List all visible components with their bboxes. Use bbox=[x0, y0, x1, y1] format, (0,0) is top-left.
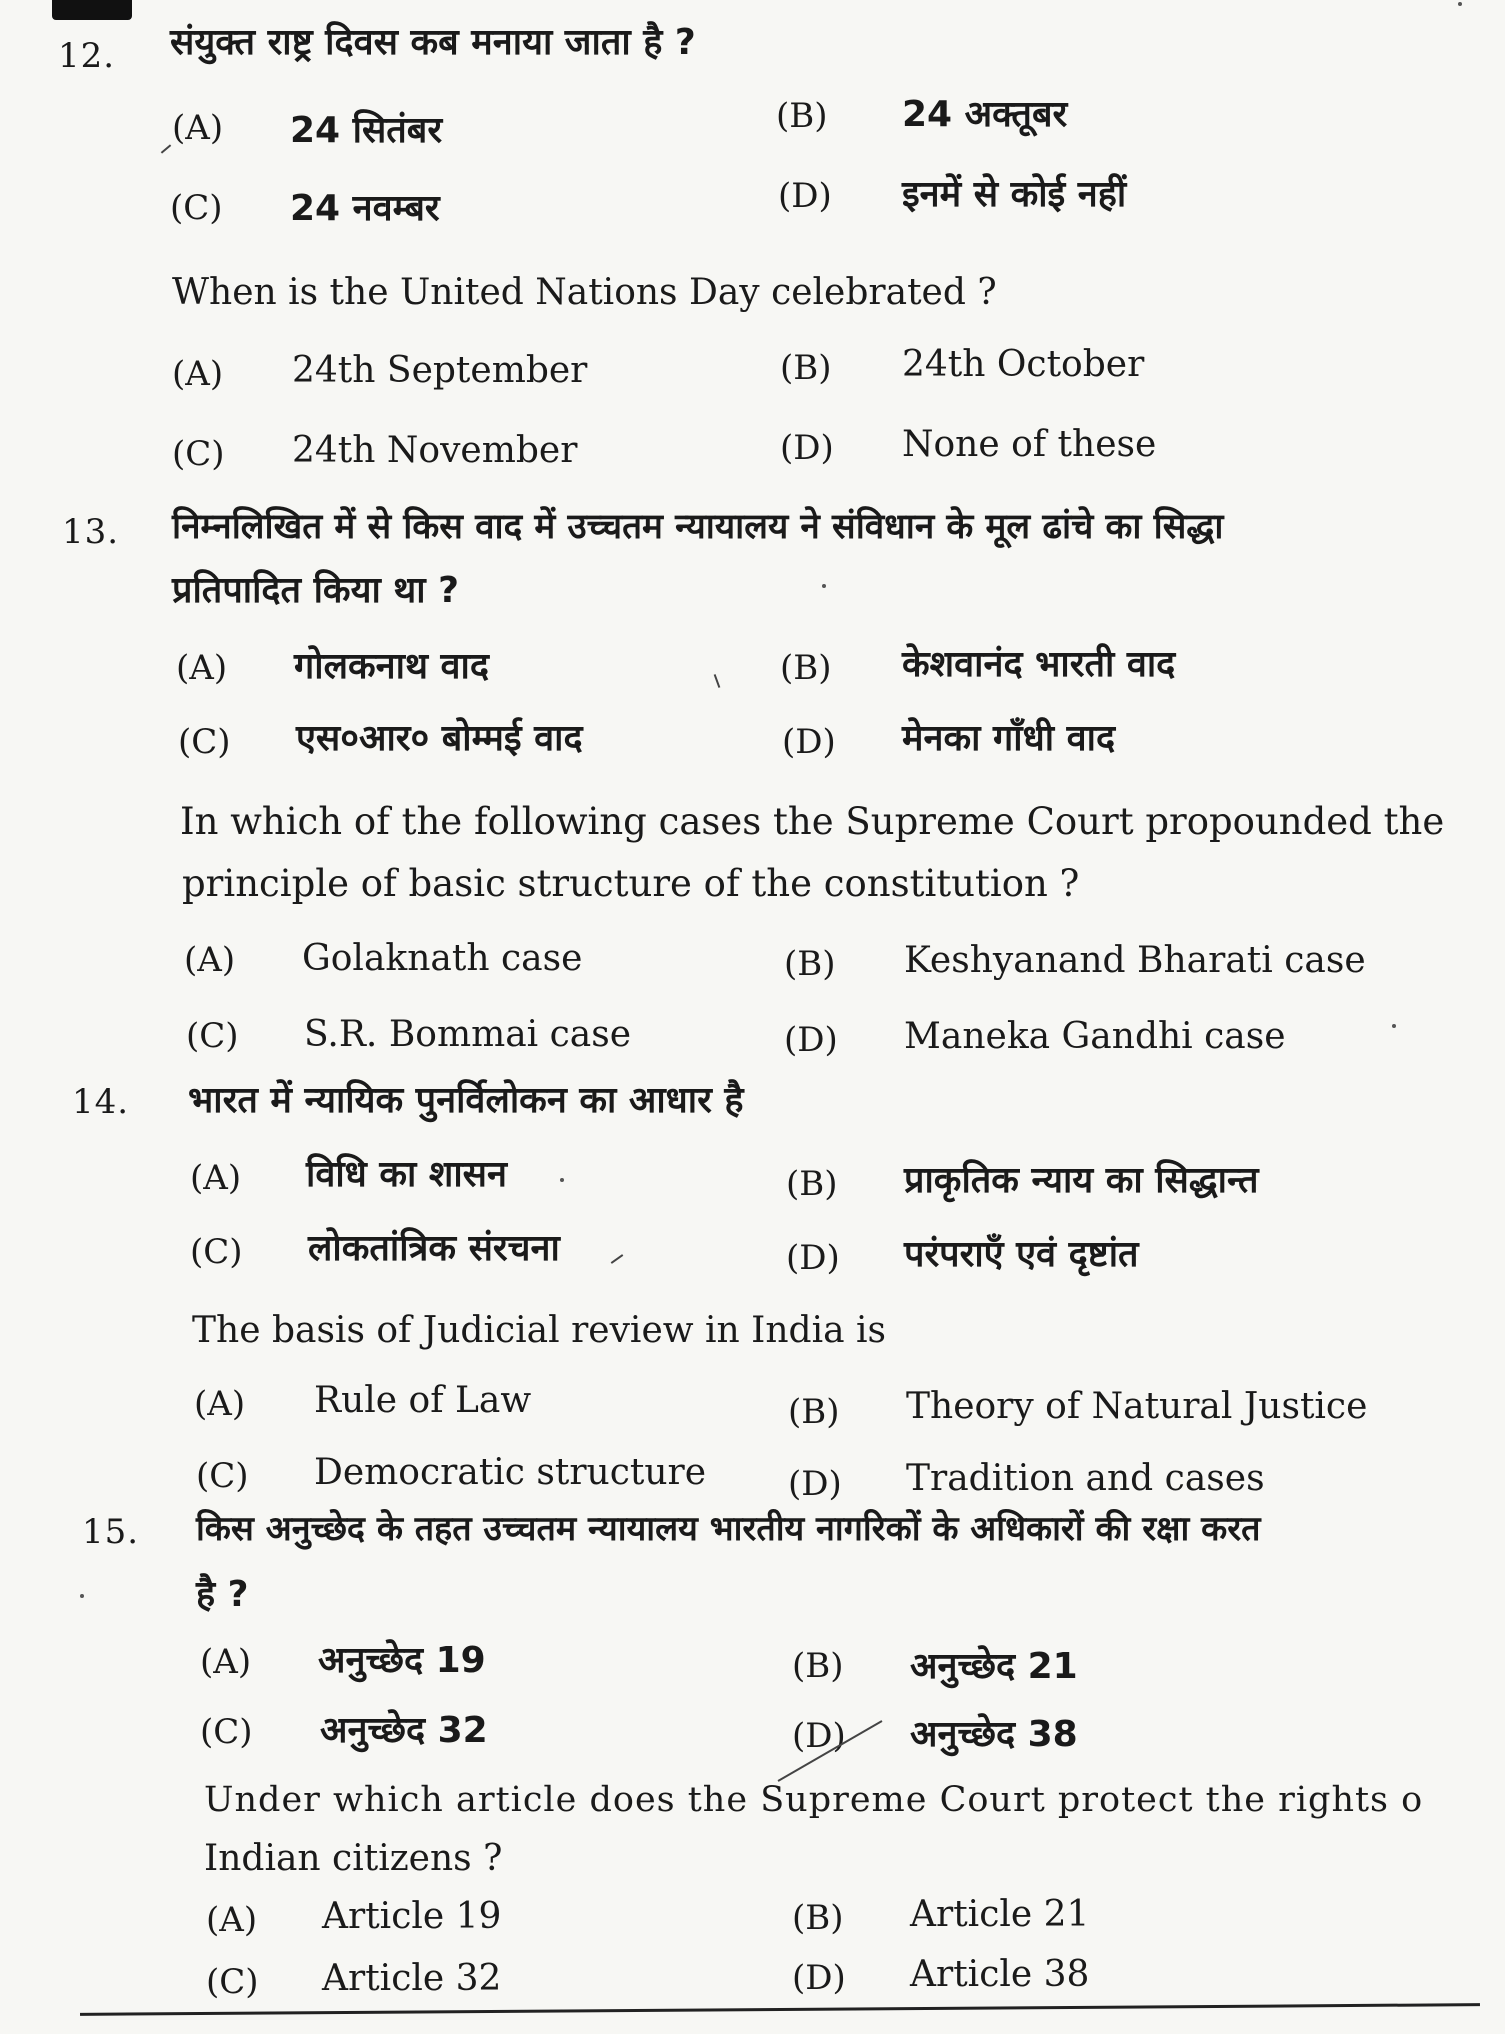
option-label: (B) bbox=[792, 1898, 844, 1938]
option-text: 24 सितंबर bbox=[290, 110, 443, 151]
option-label: (C) bbox=[196, 1456, 249, 1496]
option-label: (A) bbox=[184, 940, 236, 980]
option-text: Article 38 bbox=[910, 1954, 1090, 1995]
option-text: अनुच्छेद 21 bbox=[910, 1646, 1078, 1687]
option-label: (C) bbox=[190, 1232, 243, 1272]
option-label: (D) bbox=[778, 176, 832, 216]
option-label: (B) bbox=[784, 944, 836, 984]
option-text: अनुच्छेद 32 bbox=[320, 1710, 488, 1751]
question-text-hindi: प्रतिपादित किया था ? bbox=[172, 570, 460, 611]
option-text: 24th September bbox=[292, 350, 588, 391]
question-text-english: Under which article does the Supreme Court protect the rights o bbox=[204, 1780, 1424, 1820]
pen-mark bbox=[611, 1254, 624, 1264]
option-text: लोकतांत्रिक संरचना bbox=[308, 1228, 560, 1269]
option-text: Article 21 bbox=[910, 1894, 1090, 1935]
option-text: Golaknath case bbox=[302, 938, 583, 979]
question-text-hindi: है ? bbox=[196, 1574, 249, 1615]
question-text-english: Indian citizens ? bbox=[204, 1838, 503, 1879]
option-label: (C) bbox=[186, 1016, 239, 1056]
option-text: 24 अक्तूबर bbox=[902, 94, 1068, 135]
scan-speck bbox=[1392, 1024, 1396, 1028]
option-label: (D) bbox=[792, 1716, 846, 1756]
question-text-english: principle of basic structure of the constitution ? bbox=[182, 862, 1080, 905]
option-label: (A) bbox=[190, 1158, 242, 1198]
question-text-hindi: भारत में न्यायिक पुनर्विलोकन का आधार है bbox=[188, 1080, 744, 1121]
question-number: 12. bbox=[58, 36, 116, 76]
option-text: None of these bbox=[902, 424, 1157, 465]
question-text-hindi: निम्नलिखित में से किस वाद में उच्चतम न्यायालय ने संविधान के मूल ढांचे का सिद्धा bbox=[172, 507, 1224, 547]
option-label: (B) bbox=[780, 348, 832, 388]
option-label: (A) bbox=[172, 354, 224, 394]
question-number: 15. bbox=[82, 1512, 140, 1552]
option-text: प्राकृतिक न्याय का सिद्धान्त bbox=[904, 1160, 1259, 1201]
option-text: Rule of Law bbox=[314, 1380, 532, 1421]
option-text: Article 32 bbox=[322, 1958, 502, 1999]
option-text: अनुच्छेद 19 bbox=[318, 1640, 486, 1681]
scan-speck bbox=[560, 1178, 564, 1182]
option-text: केशवानंद भारती वाद bbox=[902, 644, 1176, 685]
option-label: (D) bbox=[780, 428, 834, 468]
option-text: गोलकनाथ वाद bbox=[294, 646, 489, 687]
option-label: (B) bbox=[780, 648, 832, 688]
question-text-english: When is the United Nations Day celebrated ? bbox=[172, 272, 997, 313]
option-text: Keshyanand Bharati case bbox=[904, 940, 1366, 981]
option-label: (D) bbox=[784, 1020, 838, 1060]
question-text-hindi: संयुक्त राष्ट्र दिवस कब मनाया जाता है ? bbox=[170, 22, 696, 63]
option-text: 24th November bbox=[292, 430, 578, 471]
pen-mark bbox=[714, 674, 721, 688]
scan-speck bbox=[80, 1594, 84, 1598]
option-label: (B) bbox=[792, 1646, 844, 1686]
option-label: (A) bbox=[172, 108, 224, 148]
question-number: 13. bbox=[62, 512, 120, 552]
option-text: Theory of Natural Justice bbox=[906, 1386, 1368, 1427]
question-text-hindi: किस अनुच्छेद के तहत उच्चतम न्यायालय भारतीय नागरिकों के अधिकारों की रक्षा करत bbox=[196, 1509, 1261, 1549]
option-label: (C) bbox=[170, 188, 223, 228]
option-label: (B) bbox=[786, 1164, 838, 1204]
option-label: (C) bbox=[172, 434, 225, 474]
option-text: विधि का शासन bbox=[306, 1154, 507, 1195]
option-text: इनमें से कोई नहीं bbox=[902, 174, 1127, 215]
option-text: Democratic structure bbox=[314, 1452, 707, 1493]
option-text: अनुच्छेद 38 bbox=[910, 1714, 1078, 1755]
question-number: 14. bbox=[72, 1082, 130, 1122]
pen-mark bbox=[161, 144, 171, 153]
option-label: (D) bbox=[786, 1238, 840, 1278]
option-text: Tradition and cases bbox=[906, 1458, 1265, 1499]
option-text: एस०आर० बोम्मई वाद bbox=[296, 718, 583, 759]
option-text: Maneka Gandhi case bbox=[904, 1016, 1286, 1057]
option-label: (A) bbox=[194, 1384, 246, 1424]
option-label: (B) bbox=[788, 1392, 840, 1432]
scan-speck bbox=[1458, 2, 1462, 6]
option-label: (A) bbox=[206, 1900, 258, 1940]
page-corner-marker bbox=[52, 0, 132, 20]
option-label: (D) bbox=[782, 722, 836, 762]
question-text-english: The basis of Judicial review in India is bbox=[192, 1310, 887, 1351]
option-label: (D) bbox=[788, 1464, 842, 1504]
scan-speck bbox=[822, 584, 826, 588]
option-label: (A) bbox=[176, 648, 228, 688]
option-label: (D) bbox=[792, 1958, 846, 1998]
option-text: 24 नवम्बर bbox=[290, 188, 440, 229]
question-text-english: In which of the following cases the Supreme Court propounded the bbox=[180, 800, 1445, 843]
option-text: परंपराएँ एवं दृष्टांत bbox=[904, 1234, 1139, 1275]
option-label: (C) bbox=[178, 722, 231, 762]
option-label: (C) bbox=[206, 1962, 259, 2002]
option-label: (B) bbox=[776, 96, 828, 136]
bottom-rule bbox=[80, 2003, 1480, 2016]
option-text: Article 19 bbox=[322, 1896, 502, 1937]
option-label: (C) bbox=[200, 1712, 253, 1752]
option-label: (A) bbox=[200, 1642, 252, 1682]
option-text: 24th October bbox=[902, 344, 1145, 385]
option-text: मेनका गाँधी वाद bbox=[902, 718, 1116, 759]
option-text: S.R. Bommai case bbox=[304, 1014, 632, 1055]
